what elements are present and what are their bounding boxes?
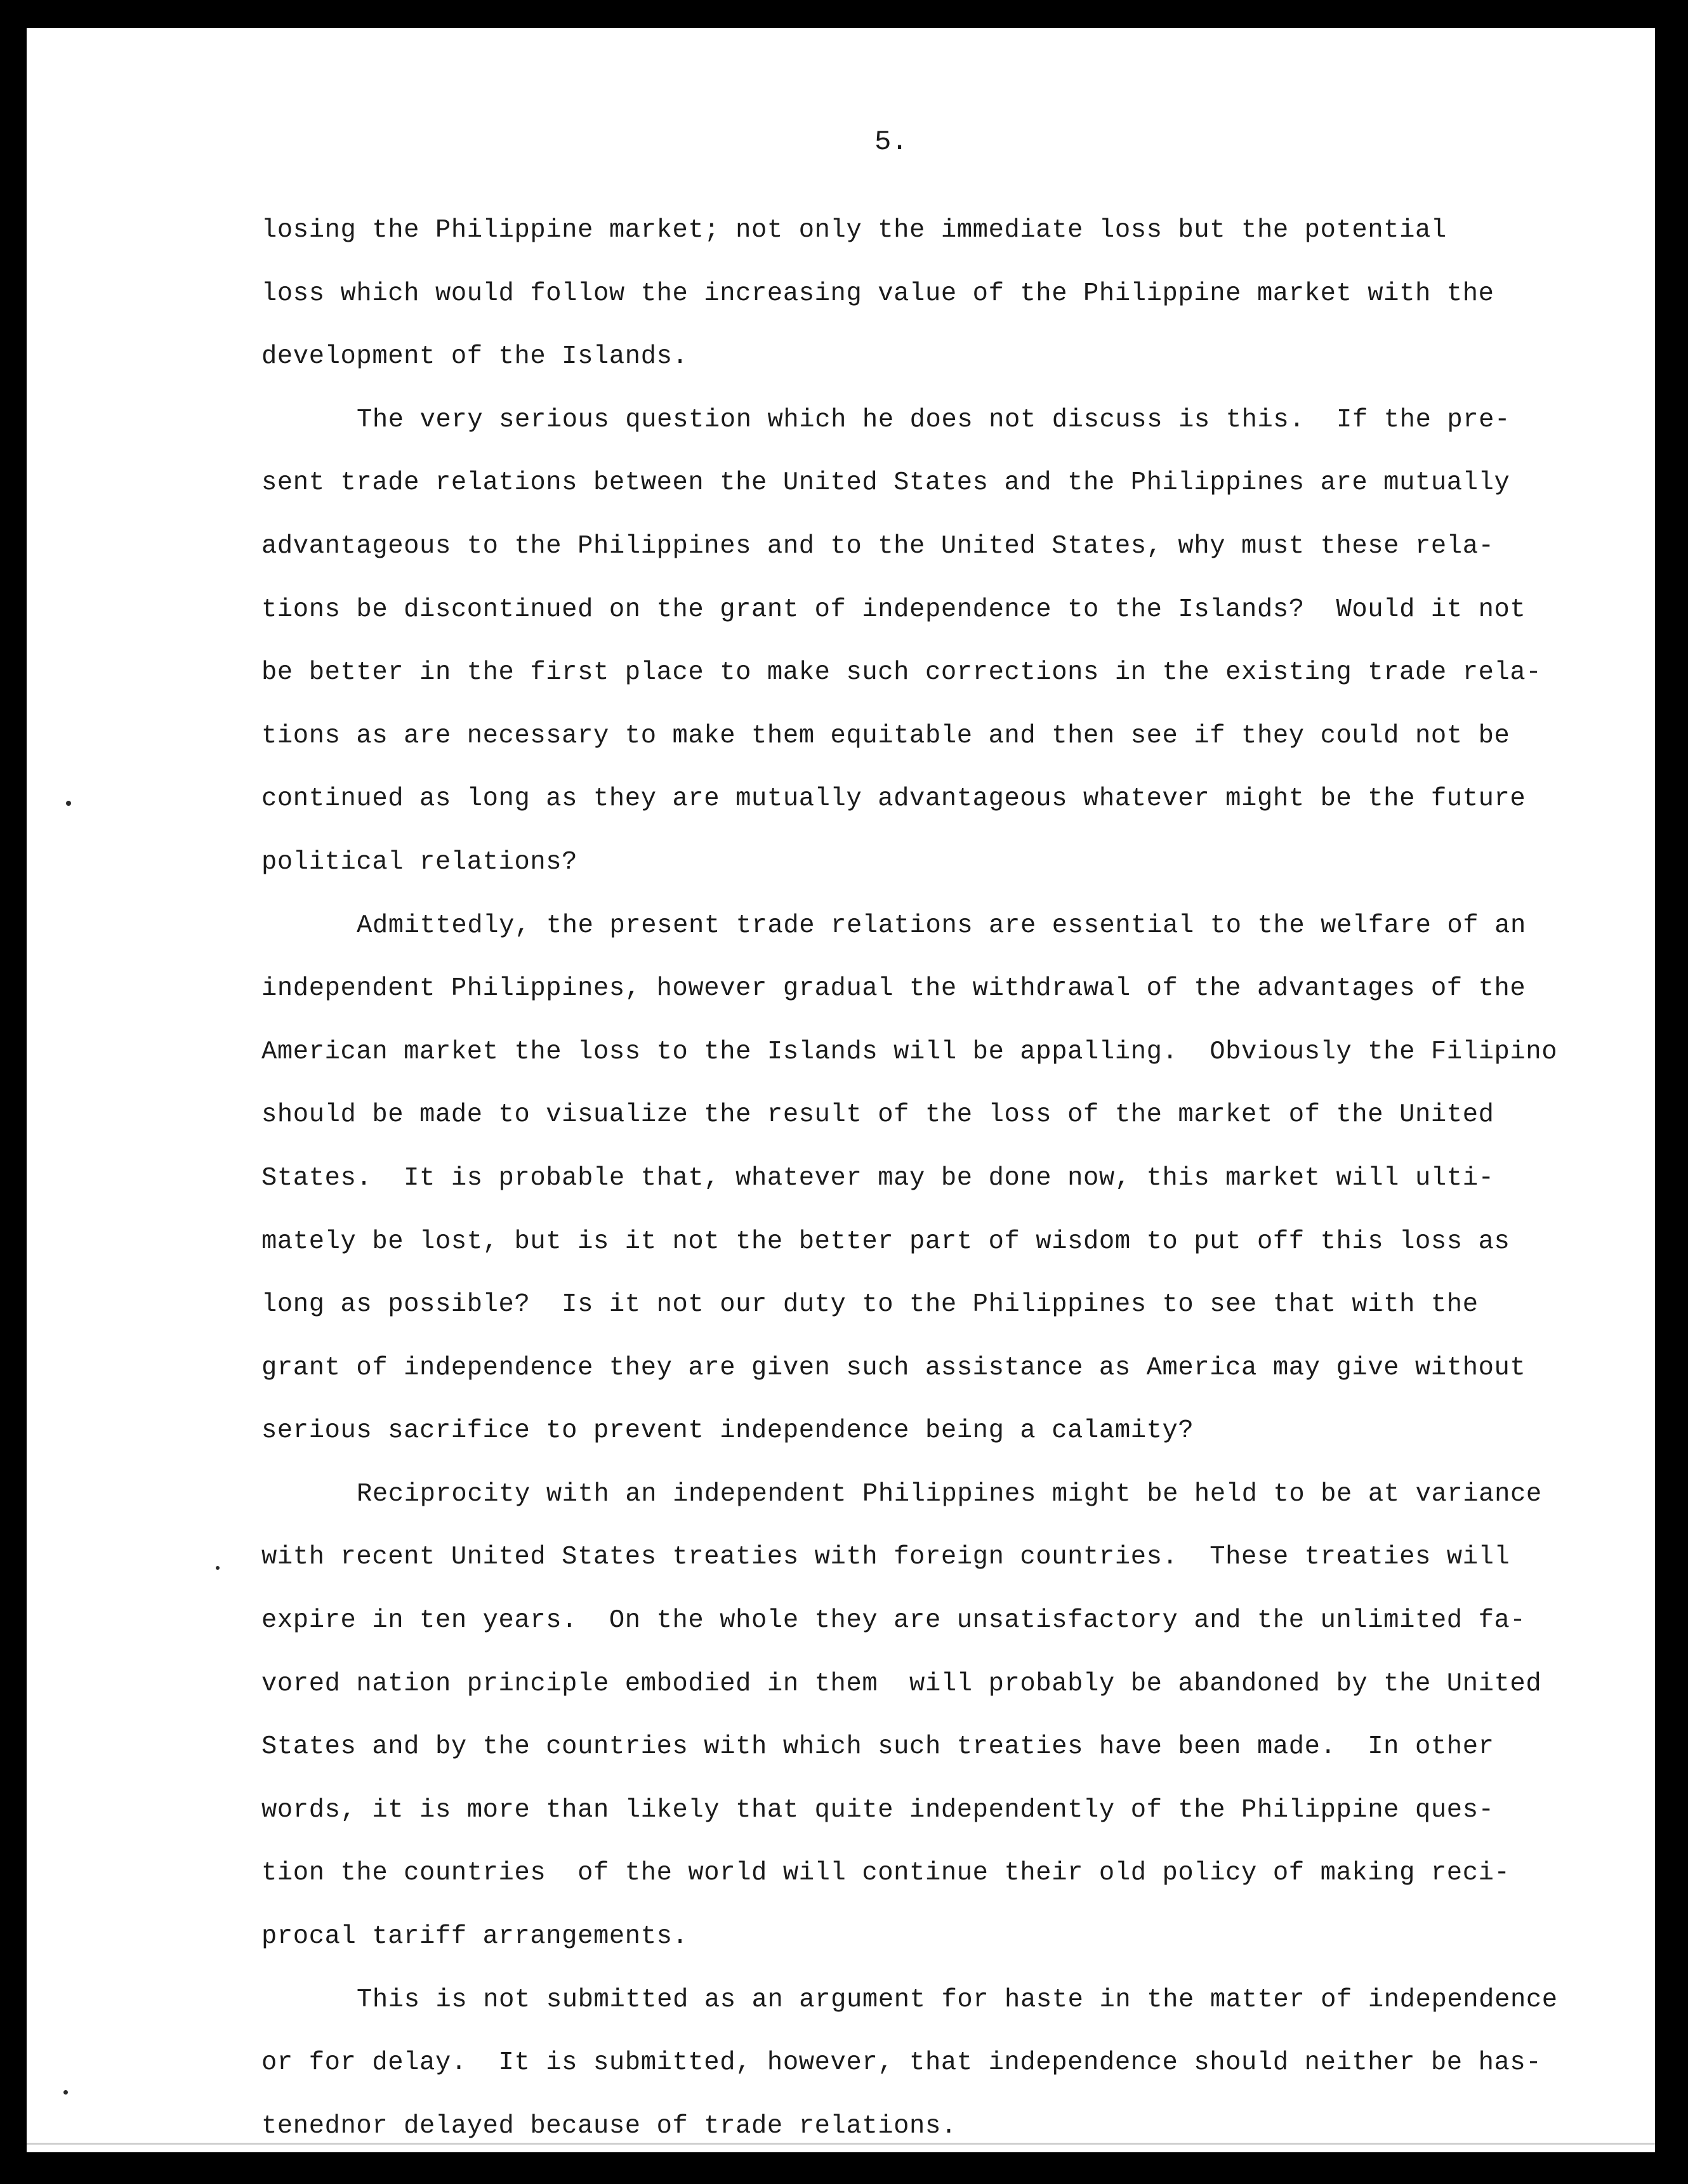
text-line: States. It is probable that, whatever may be done now, this market will ulti-	[261, 1163, 1494, 1193]
text-line: losing the Philippine market; not only the immediate loss but the potential	[261, 216, 1447, 245]
text-line: development of the Islands.	[261, 342, 689, 372]
text-line: should be made to visualize the result of the loss of the market of the United	[261, 1100, 1494, 1130]
text-line: long as possible? Is it not our duty to the Philippines to see that with the	[261, 1290, 1479, 1320]
text-line: tion the countries of the world will continue their old policy of making reci-	[261, 1858, 1510, 1888]
page-number: 5.	[874, 126, 908, 158]
text-line: procal tariff arrangements.	[261, 1922, 689, 1952]
text-line: serious sacrifice to prevent independence being a calamity?	[261, 1416, 1194, 1446]
text-line: expire in ten years. On the whole they are unsatisfactory and the unlimited fa-	[261, 1606, 1526, 1636]
paragraph-start-line: The very serious question which he does not discuss is this. If the pre-	[357, 405, 1510, 435]
text-line: political relations?	[261, 847, 578, 877]
text-line: independent Philippines, however gradual the withdrawal of the advantages of the	[261, 974, 1526, 1004]
text-line: continued as long as they are mutually advantageous whatever might be the future	[261, 784, 1526, 814]
text-line: be better in the first place to make such corrections in the existing trade rela-	[261, 658, 1542, 688]
body-text	[261, 199, 1607, 2152]
text-line: sent trade relations between the United States and the Philippines are mutually	[261, 468, 1510, 498]
text-line: loss which would follow the increasing value of the Philippine market with the	[261, 279, 1494, 308]
paragraph-start-line: This is not submitted as an argument for haste in the matter of independence	[357, 1985, 1558, 2015]
text-line: grant of independence they are given such assistance as America may give without	[261, 1353, 1526, 1383]
text-line: tenednor delayed because of trade relations.	[261, 2111, 957, 2141]
text-line: words, it is more than likely that quite independently of the Philippine ques-	[261, 1795, 1494, 1825]
text-line: or for delay. It is submitted, however, that independence should neither be has-	[261, 2048, 1542, 2078]
document-page	[27, 28, 1655, 2152]
scan-speck	[63, 2090, 68, 2095]
scan-speck	[66, 801, 71, 806]
scan-speck	[216, 1566, 220, 1570]
paragraph-start-line: Reciprocity with an independent Philippines might be held to be at variance	[357, 1479, 1542, 1509]
text-line: tions be discontinued on the grant of independence to the Islands? Would it not	[261, 595, 1526, 624]
text-line: mately be lost, but is it not the better part of wisdom to put off this loss as	[261, 1227, 1510, 1256]
text-line: vored nation principle embodied in them will probably be abandoned by the United	[261, 1669, 1542, 1699]
text-line: American market the loss to the Islands will be appalling. Obviously the Filipino	[261, 1037, 1558, 1067]
page-bottom-edge	[27, 2143, 1655, 2145]
paragraph-start-line: Admittedly, the present trade relations are essential to the welfare of an	[357, 911, 1526, 940]
text-line: tions as are necessary to make them equitable and then see if they could not be	[261, 721, 1510, 751]
text-line: with recent United States treaties with foreign countries. These treaties will	[261, 1543, 1510, 1572]
text-line: advantageous to the Philippines and to the United States, why must these rela-	[261, 531, 1494, 561]
text-line: States and by the countries with which such treaties have been made. In other	[261, 1732, 1494, 1762]
